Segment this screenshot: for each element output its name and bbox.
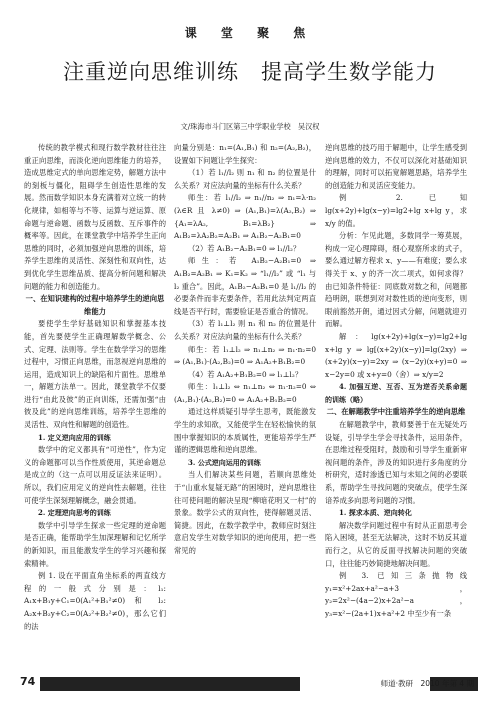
section-header: 课 堂 聚 焦 — [184, 26, 316, 40]
subheading: 3. 公式逆向运用的训练 — [188, 457, 261, 467]
page-number: 74 — [20, 675, 36, 688]
subheading: 2. 定理逆向思考的训练 — [38, 508, 111, 518]
paragraph: 数学中引导学生探求一些定理的逆命题是否正确，能帮助学生加深理解和记忆所学的新知识，而且能激发学生的学习兴趣和探索精神。 — [24, 520, 166, 568]
analysis: 分析：乍见此题，多数同学一筹莫展，构成一定心理障碍，细心观察所求的式子，要么通过解方程求 x、y——有难度；要么求得关于 x、y 的齐一次二项式，如何求得？由已知条件特征：同底数对数之和，问题都趋明朗，联想到对对数性质的逆向变形，则眼前豁然开朗，通过因式分解，问题就迎刃而解。 — [325, 231, 467, 329]
footer-bar-left — [40, 677, 300, 691]
paragraph: 要使学生学好基础知识和掌握基本技能，首先要使学生正确理解数学概念、公式、定理、法则等。学生在数学学习的思维过程中，习惯正向思维，而忽视逆向思维的运用，造成知识上的缺陷和片面性。思维单一，解题方法单一。因此，课堂教学不仅要进行“由此及彼”的正向训练，还需加强“由彼及此”的逆向思维训练，培养学生思维的灵活性、双向性和解题的创造性。 — [24, 319, 166, 430]
question-4: （4）若 A₁A₂+B₁B₂=0 ⇒ l₁⊥l₂？ — [188, 369, 303, 379]
column-3 — [325, 142, 467, 621]
paragraph: 数学中的定义都具有“可逆性”，作为定义的命题都可以当作性质使用，其逆命题总是成立的（这一点可以用反证法来证明）。所以，我们应用定义的逆向性去解题，往往可使学生深刻理解概念，融会贯通。 — [24, 445, 166, 505]
column-2 — [174, 142, 316, 558]
paragraph: 通过这样质疑引导学生思考，既能激发学生的求知欲，又能使学生在轻松愉快的氛围中掌握知识的本质属性，更能培养学生严谨的逻辑思维和逆向思维。 — [174, 407, 316, 455]
example-3: 例 3. 已知三条抛物线 y₁=x²+2ax+a²−a+3，y₂=2x²−(4a−2)x+2a²−a，y₃=x²−(2a+1)x+a²+2 中至少有一条 — [325, 571, 467, 618]
paragraph: 在解题教学中，教师要善于在无疑处巧设疑，引导学生学会寻找条件，运用条件，在思维过程受阻时，鼓励和引导学生重新审视问题的条件，涉及的知识进行多角度的分析研究，适时渗透已知与未知之间的必要联系，帮助学生寻找问题的突破点，使学生深谙养成多向思考问题的习惯。 — [325, 420, 467, 505]
subheading: 1. 定义逆向应用的训练 — [38, 432, 111, 442]
column-1 — [24, 142, 166, 633]
answer-1: 师生：若 l₁//l₂ ⇒ n₁//n₂ ⇒ n₁=λ·n₂ (λ∈R 且 λ≠0) ⇒ (A₁,B₁)=λ(A₂,B₂) ⇒ {A₁=λA₂, B₁=λB₂} ⇒ A₁B₂=λA₂B₂=A₂B₁ ⇒ A₁B₂−A₂B₁=0 — [174, 193, 316, 241]
solution: 解：lg(x+2y)+lg(x−y)=lg2+lg x+lg y ⇒ lg[(x+2y)(x−y)]=lg(2xy) ⇒ (x+2y)(x−y)=2xy ⇒ (x−2y)(x+y)=0 ⇒ x−2y=0 或 x+y=0（舍）⇒ x/y=2 — [325, 331, 467, 379]
question-2: （2）若 A₁B₂−A₂B₁=0 ⇒ l₁//l₂？ — [188, 243, 301, 253]
example-1: 例 1. 设在平面直角坐标系的两直线方程的一般式分别是：l₁: A₁x+B₁y+C₁=0(A₁²+B₁²≠0) 和 l₂: A₂x+B₂y+C₂=0(A₂²+B₂²≠0)，那么它们的法 — [24, 571, 166, 631]
subheading: 1. 探求本质、逆向转化 — [339, 508, 412, 518]
article-title: 注重逆向思维训练 提高学生数学能力 — [63, 60, 437, 84]
journal-info: 师道·教研 2010 年第 4 期 — [380, 679, 474, 688]
paragraph: 逆向思维的技巧用于解题中，让学生感受到逆向思维的效力，不仅可以深化对基础知识的理解，同时可以拓宽解题思路，培养学生的创造能力和灵活应变能力。 — [325, 143, 467, 190]
subheading: 4. 加强互逆、互否、互为逆否关系命题的训练（略） — [325, 382, 467, 404]
author-byline: 文/珠海市斗门区第三中学职业学校 吴汉权 — [180, 122, 320, 131]
answer-4: 师生：l₁⊥l₂ ⇔ n₁⊥n₂ ⇔ n₁·n₂=0 ⇔ (A₁,B₁)·(A₂,B₂)=0 ⇔ A₁A₂+B₁B₂=0 — [174, 382, 316, 404]
example-2: 例 2. 已知 lg(x+2y)+lg(x−y)=lg2+lg x+lg y，求 x/y 的值。 — [325, 193, 467, 228]
section-heading-1: 一、在知识建构的过程中培养学生的逆向思维能力 — [25, 294, 165, 316]
answer-3: 师生：若 l₁⊥l₂ ⇒ n₁⊥n₂ ⇒ n₁·n₂=0 ⇒ (A₁,B₁)·(A₂,B₂)=0 ⇒ A₁A₂+B₁B₂=0 — [174, 344, 316, 367]
paragraph: 向量分别是：n₁=(A₁,B₁) 和 n₂=(A₂,B₂)，设置如下问题让学生探究： — [174, 143, 316, 165]
paragraph: 解决数学问题过程中有时从正面思考会陷入困境，甚至无法解决，这时不妨反其道而行之，从它的反面寻找解决问题的突破口，往往能巧妙简捷地解决问题。 — [325, 520, 467, 568]
question-1: （1）若 l₁//l₂ 则 n₁ 和 n₂ 的位置是什么关系？对应法向量的坐标有什么关系？ — [174, 168, 316, 190]
intro-paragraph: 传统的教学模式和现行数学教材往往注重正向思维，而淡化逆向思维能力的培养，造成思维定式的单向思维定势，解题方法中的刻板与僵化，阻碍学生创造性思维的发展。然而数学知识本身充满着对立统一的转化规律，如相等与不等、运算与逆运算、原命题与逆命题、函数与反函数、互斥事件的概率等。因此，在课堂教学中培养学生正向思维的同时，必须加强逆向思维的训练，培养学生思维的灵活性、深刻性和双向性，达到优化学生思维品质、提高分析问题和解决问题的能力和创造能力。 — [24, 143, 166, 291]
section-heading-2: 二、在解题教学中注重培养学生的逆向思维 — [326, 407, 466, 417]
question-3: （3）若 l₁⊥l₂ 则 n₁ 和 n₂ 的位置是什么关系？对应法向量的坐标有什么关系？ — [174, 319, 316, 341]
paragraph: 当人们解决某些问题，若顺向思维处于“山重水复疑无路”的困境时，逆向思维往往可使问题的解决呈现“柳暗花明又一村”的景象。数学公式的双向性，使得解题灵活、简捷。因此，在数学教学中，教师应时刻注意启发学生对数学知识的逆向使用，把一些常见的 — [174, 470, 316, 555]
answer-2: 师生：若 A₁B₂−A₂B₁=0 ⇒ A₁B₂=A₂B₁ ⇒ K₁=K₂ ⇒ “l₁//l₂” 或 “l₁ 与 l₂ 重合”。因此，A₁B₂−A₂B₁=0 是 l₁//l₂ 的必要条件而非充要条件，若用此法判定两直线是否平行时，需要验证是否重合的情况。 — [174, 256, 316, 316]
